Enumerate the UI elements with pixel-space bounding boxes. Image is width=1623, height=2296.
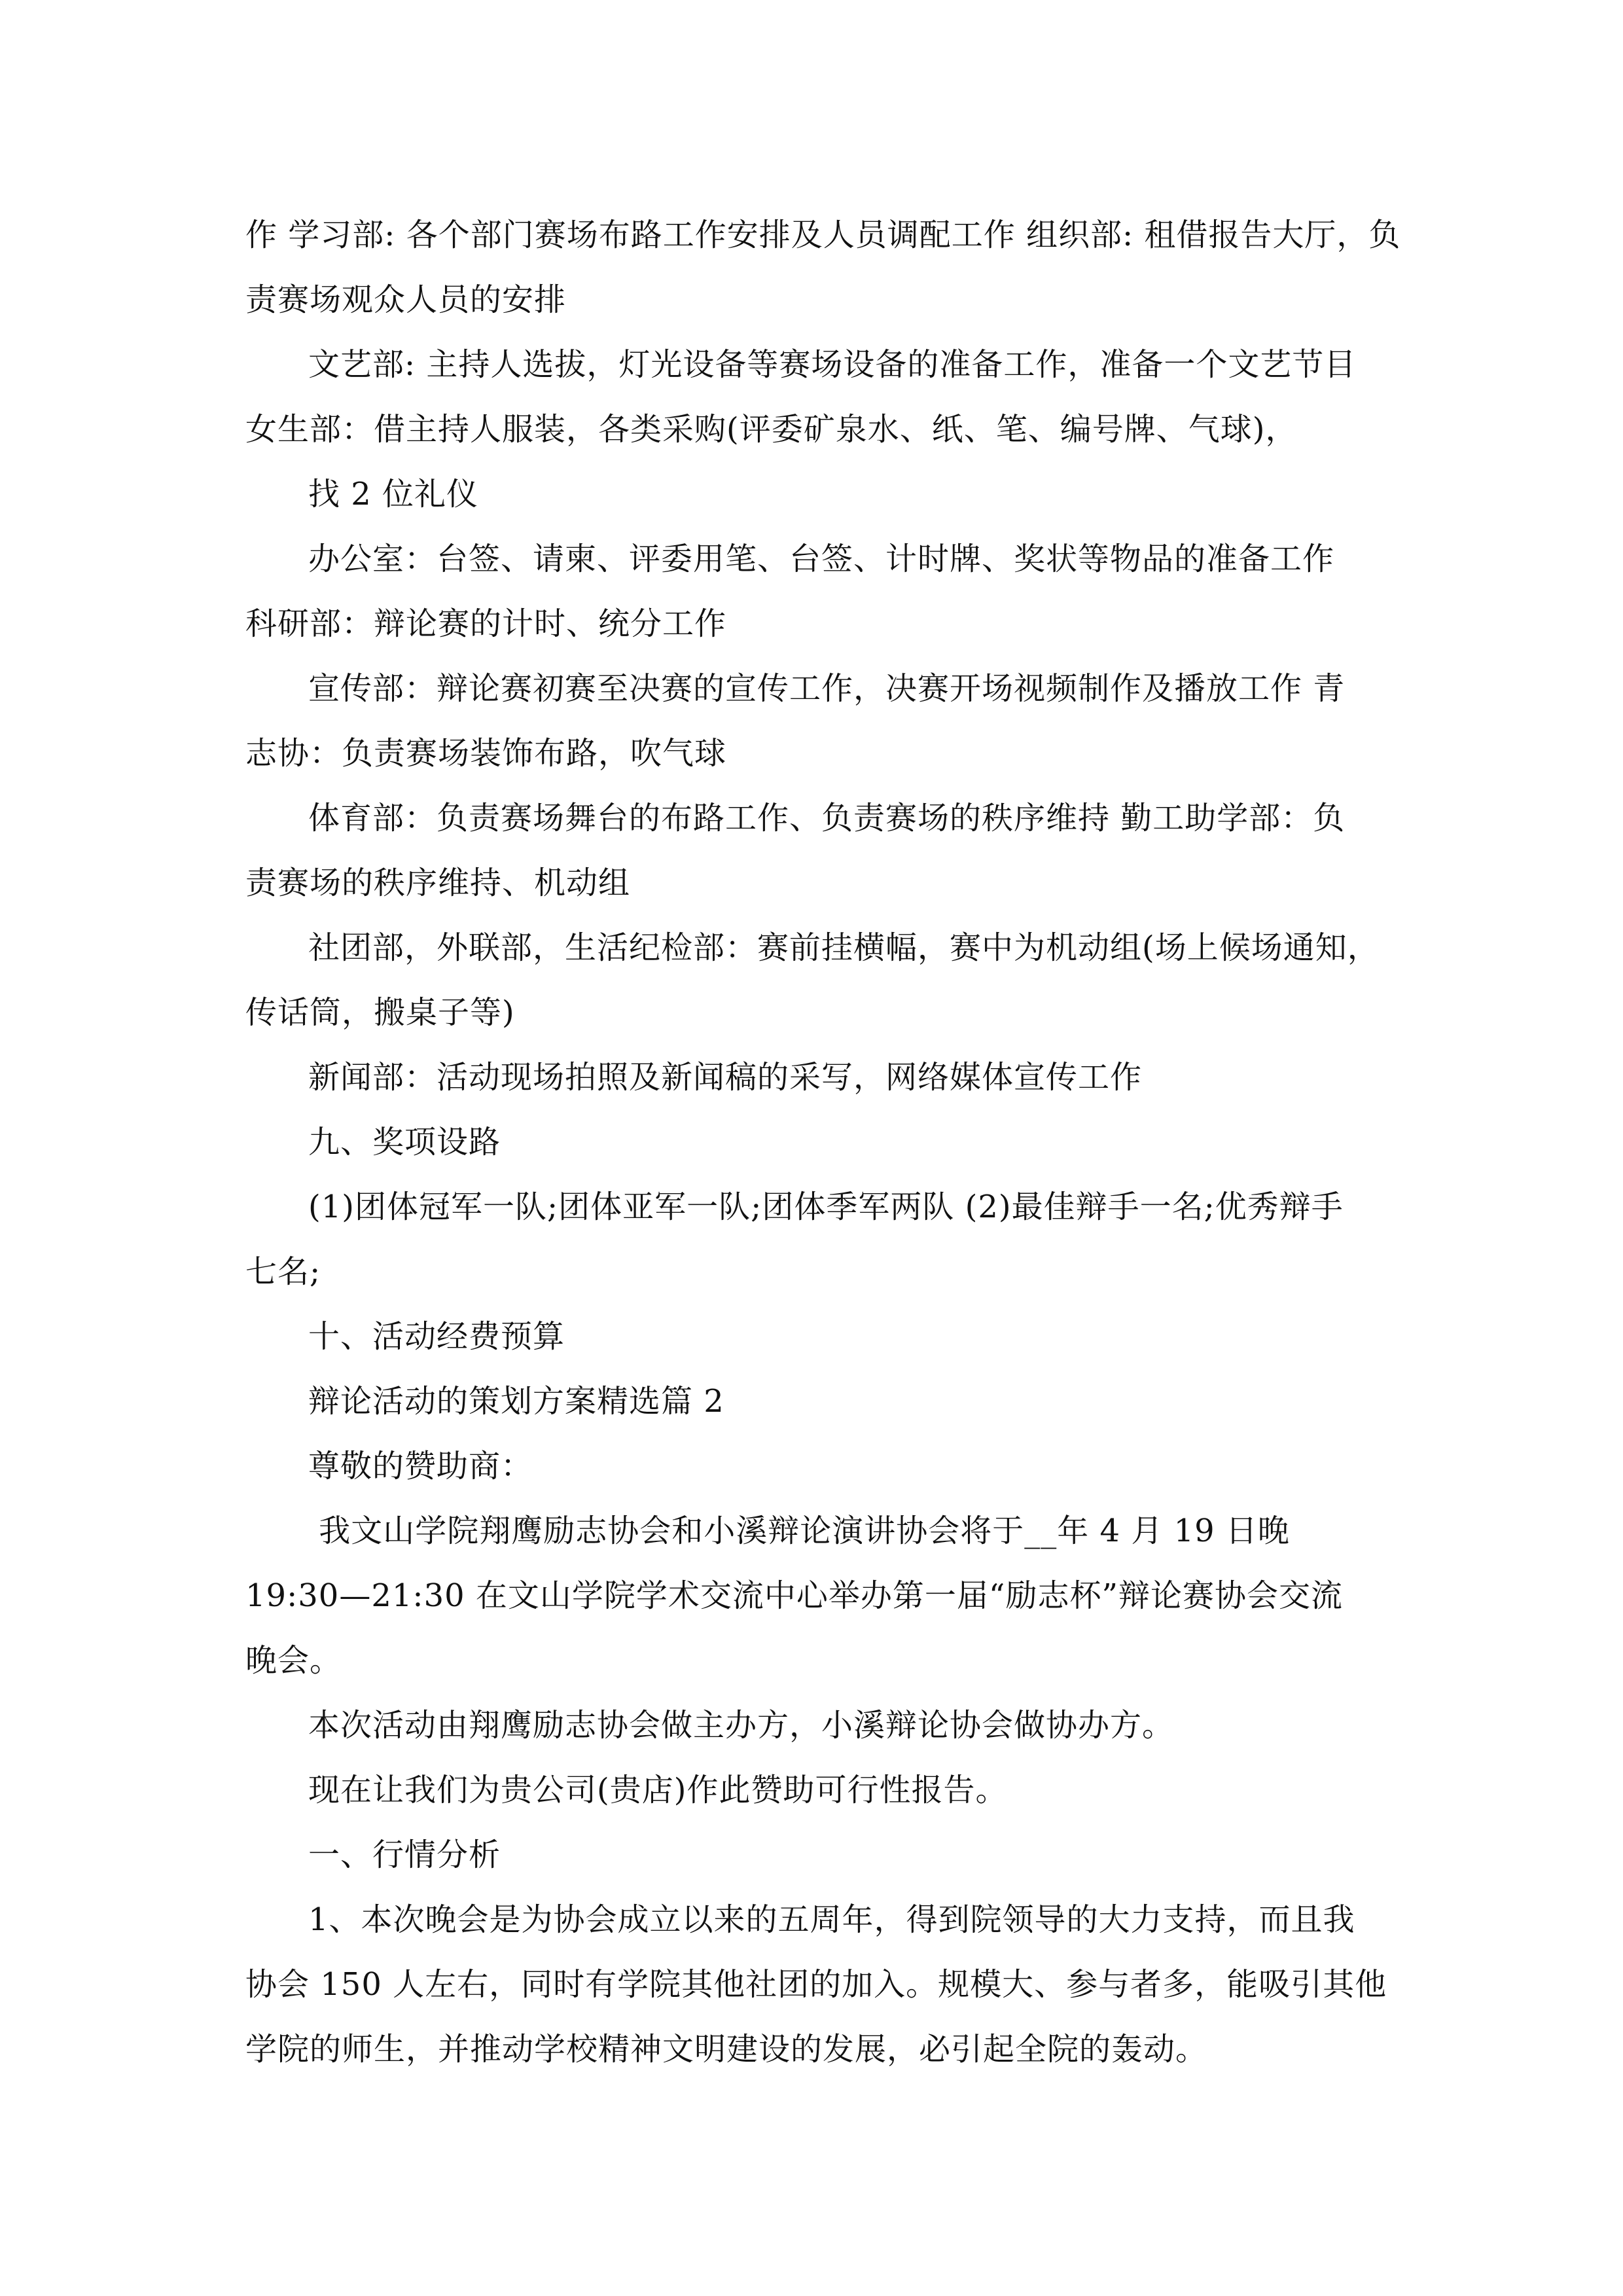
text-line: (1)团体冠军一队;团体亚军一队;团体季军两队 (2)最佳辩手一名;优秀辩手 bbox=[308, 1189, 1344, 1225]
text-line: 找 2 位礼仪 bbox=[308, 476, 479, 512]
text-line: 学院的师生，并推动学校精神文明建设的发展，必引起全院的轰动。 bbox=[245, 2031, 1208, 2068]
text-line: 我文山学院翔鹰励志协会和小溪辩论演讲协会将于__年 4 月 19 日晚 bbox=[308, 1513, 1290, 1549]
section-heading: 九、奖项设路 bbox=[308, 1124, 501, 1160]
section-heading: 十、活动经费预算 bbox=[308, 1318, 565, 1355]
text-line: 新闻部：活动现场拍照及新闻稿的采写，网络媒体宣传工作 bbox=[308, 1059, 1143, 1096]
section-heading: 一、行情分析 bbox=[308, 1837, 501, 1873]
text-line: 宣传部：辩论赛初赛至决赛的宣传工作，决赛开场视频制作及播放工作 青 bbox=[308, 670, 1346, 707]
text-line: 办公室：台签、请柬、评委用笔、台签、计时牌、奖状等物品的准备工作 bbox=[308, 541, 1335, 577]
section-heading: 辩论活动的策划方案精选篇 2 bbox=[308, 1383, 724, 1420]
salutation: 尊敬的赞助商： bbox=[308, 1448, 533, 1484]
text-line: 体育部：负责赛场舞台的布路工作、负责赛场的秩序维持 勤工助学部：负 bbox=[308, 800, 1346, 836]
text-line: 责赛场观众人员的安排 bbox=[245, 281, 567, 318]
document-body bbox=[245, 203, 1401, 2082]
text-line: 七名; bbox=[245, 1253, 321, 1290]
text-line: 女生部：借主持人服装，各类采购(评委矿泉水、纸、笔、编号牌、气球)， bbox=[245, 411, 1298, 448]
text-line: 作 学习部: 各个部门赛场布路工作安排及人员调配工作 组织部: 租借报告大厅，负 bbox=[245, 217, 1401, 253]
text-line: 社团部，外联部，生活纪检部：赛前挂横幅，赛中为机动组(场上候场通知， bbox=[308, 929, 1380, 966]
text-line: 1、本次晚会是为协会成立以来的五周年，得到院领导的大力支持，而且我 bbox=[308, 1901, 1355, 1938]
text-line: 本次活动由翔鹰励志协会做主办方，小溪辩论协会做协办方。 bbox=[308, 1707, 1175, 1744]
text-line: 责赛场的秩序维持、机动组 bbox=[245, 865, 631, 901]
text-line: 科研部：辩论赛的计时、统分工作 bbox=[245, 605, 727, 642]
text-line: 协会 150 人左右，同时有学院其他社团的加入。规模大、参与者多，能吸引其他 bbox=[245, 1966, 1387, 2003]
text-line: 晚会。 bbox=[245, 1642, 342, 1679]
text-line: 志协：负责赛场装饰布路，吹气球 bbox=[245, 735, 727, 772]
text-line: 19:30—21:30 在文山学院学术交流中心举办第一届“励志杯”辩论赛协会交流 bbox=[245, 1577, 1343, 1614]
text-line: 现在让我们为贵公司(贵店)作此赞助可行性报告。 bbox=[308, 1772, 1008, 1808]
text-line: 传话筒，搬桌子等) bbox=[245, 994, 515, 1031]
text-line: 文艺部: 主持人选拔，灯光设备等赛场设备的准备工作，准备一个文艺节目 bbox=[308, 346, 1357, 383]
